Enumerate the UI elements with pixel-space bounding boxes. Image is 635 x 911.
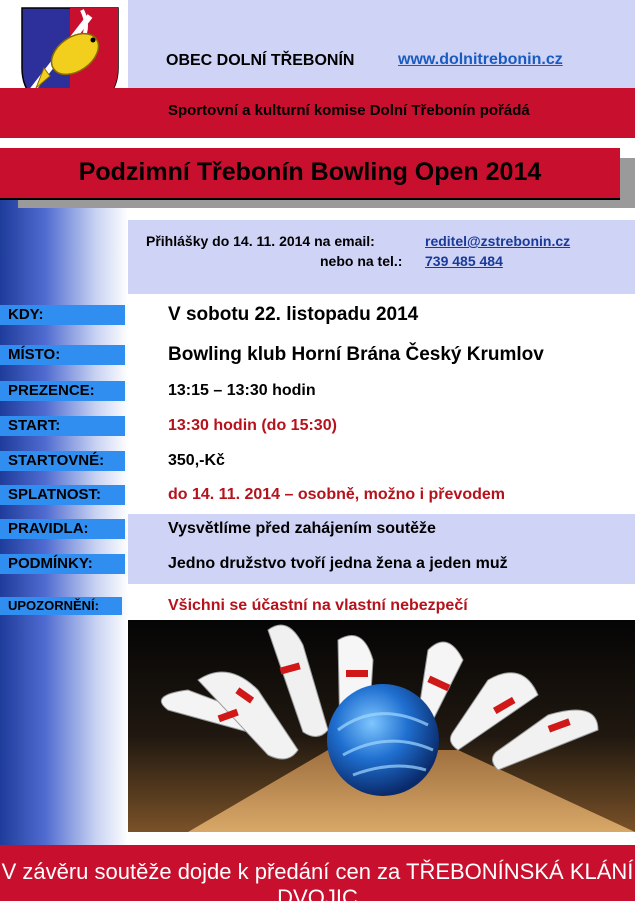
label-upozorneni: UPOZORNĚNÍ: bbox=[0, 597, 122, 615]
footer-text: V závěru soutěže dojde k předání cen za TŘEBONÍNSKÁ KLÁNÍ DVOJIC bbox=[1, 859, 634, 910]
bowling-photo bbox=[128, 620, 635, 832]
label-prezence: PREZENCE: bbox=[0, 381, 125, 401]
value-splatnost: do 14. 11. 2014 – osobně, možno i převodem bbox=[168, 486, 505, 503]
municipality-name: OBEC DOLNÍ TŘEBONÍN bbox=[166, 52, 355, 69]
phone-text: nebo na tel.: bbox=[320, 253, 403, 269]
label-pravidla: PRAVIDLA: bbox=[0, 519, 125, 539]
value-misto: Bowling klub Horní Brána Český Krumlov bbox=[168, 344, 544, 365]
left-gradient-column bbox=[0, 186, 128, 846]
value-kdy: V sobotu 22. listopadu 2014 bbox=[168, 304, 419, 325]
value-pravidla: Vysvětlíme před zahájením soutěže bbox=[168, 520, 436, 537]
footer-band bbox=[0, 845, 635, 910]
phone-link[interactable]: 739 485 484 bbox=[425, 253, 503, 269]
value-start: 13:30 hodin (do 15:30) bbox=[168, 417, 337, 434]
label-podminky: PODMÍNKY: bbox=[0, 554, 125, 574]
email-link[interactable]: reditel@zstrebonin.cz bbox=[425, 233, 571, 249]
registration-text: Přihlášky do 14. 11. 2014 na email: bbox=[146, 233, 375, 249]
website-link[interactable]: www.dolnitrebonin.cz bbox=[398, 51, 563, 68]
page-title: Podzimní Třebonín Bowling Open 2014 bbox=[78, 158, 542, 186]
value-prezence: 13:15 – 13:30 hodin bbox=[168, 382, 316, 399]
label-kdy: KDY: bbox=[0, 305, 125, 325]
organizer-band bbox=[0, 88, 635, 138]
label-startovne: STARTOVNÉ: bbox=[0, 451, 125, 471]
label-misto: MÍSTO: bbox=[0, 345, 125, 365]
value-podminky: Jedno družstvo tvoří jedna žena a jeden muž bbox=[168, 555, 508, 572]
label-splatnost: SPLATNOST: bbox=[0, 485, 125, 505]
organizer-text: Sportovní a kulturní komise Dolní Třebonín pořádá bbox=[168, 102, 530, 119]
header-band bbox=[128, 0, 635, 88]
label-start: START: bbox=[0, 416, 125, 436]
title-band bbox=[0, 148, 620, 200]
value-startovne: 350,-Kč bbox=[168, 452, 225, 469]
value-upozorneni: Všichni se účastní na vlastní nebezpečí bbox=[168, 597, 468, 614]
